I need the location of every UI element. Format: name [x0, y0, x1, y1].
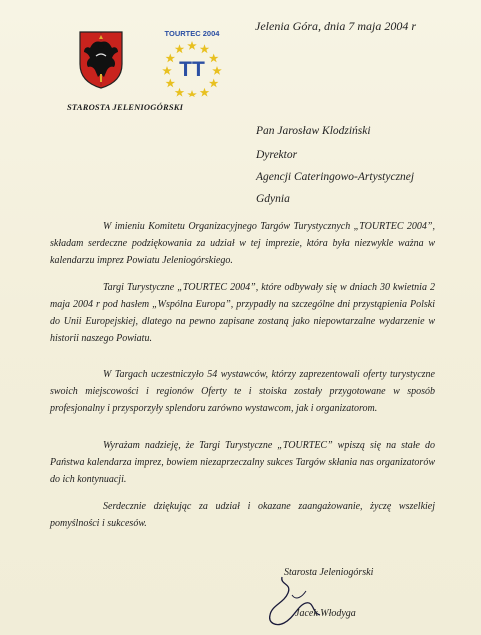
signature-title: Starosta Jeleniogórski: [284, 567, 374, 578]
body-paragraph-3: W Targach uczestniczyło 54 wystawców, którzy zaprezentowali oferty turystyczne swoich miejscowości i regionów Oferty te i stoiska zostały przygotowane w sposób profesjonalny i przysporzyły splendoru zarówno wystawcom, jak i organizatorom.: [50, 369, 435, 414]
addressee-position: Dyrektor: [256, 149, 298, 161]
body-paragraph-1: W imieniu Komitetu Organizacyjnego Targów Turystycznych „TOURTEC 2004”, składam serdeczne podziękowania za udział w tej imprezie, która była niezwykle ważna w kalendarzu imprez Powiatu Jeleniogórskiego.: [50, 221, 435, 266]
issuer-label: STAROSTA JELENIOGÓRSKI: [67, 102, 184, 112]
logo-letters: TT: [179, 58, 205, 81]
signature-name: Jacek Włodyga: [295, 608, 356, 619]
logo-text: TOURTEC 2004: [164, 29, 220, 38]
body-paragraph-4: Wyrażam nadzieję, że Targi Turystyczne „TOURTEC” wpiszą się na stałe do Państwa kalendarza imprez, bowiem niezaprzeczalny sukces Targów skłania nas organizatorów do ich kontynuacji.: [50, 440, 435, 485]
addressee-company: Agencji Cateringowo-Artystycznej: [256, 171, 415, 183]
body-paragraph-5: Serdecznie dziękując za udział i okazane zaangażowanie, życzę wszelkiej pomyślności i sukcesów.: [50, 501, 435, 529]
addressee-city: Gdynia: [256, 193, 290, 205]
coat-of-arms-icon: [78, 30, 124, 90]
addressee-name: Pan Jarosław Klodziński: [256, 125, 371, 137]
body-paragraph-2: Targi Turystyczne „TOURTEC 2004”, które odbywały się w dniach 30 kwietnia 2 maja 2004 r pod hasłem „Wspólna Europa”, przypadły na szczególne dni przystąpienia Polski do Unii Europejskiej, dlatego na pewno zapisane zostaną jako niepowtarzalne wydarzenie w historii naszego Powiatu.: [50, 282, 435, 344]
handwritten-signature: [262, 575, 327, 630]
place-date: Jelenia Góra, dnia 7 maja 2004 r: [255, 19, 416, 33]
tourtec-logo-icon: [156, 26, 228, 98]
